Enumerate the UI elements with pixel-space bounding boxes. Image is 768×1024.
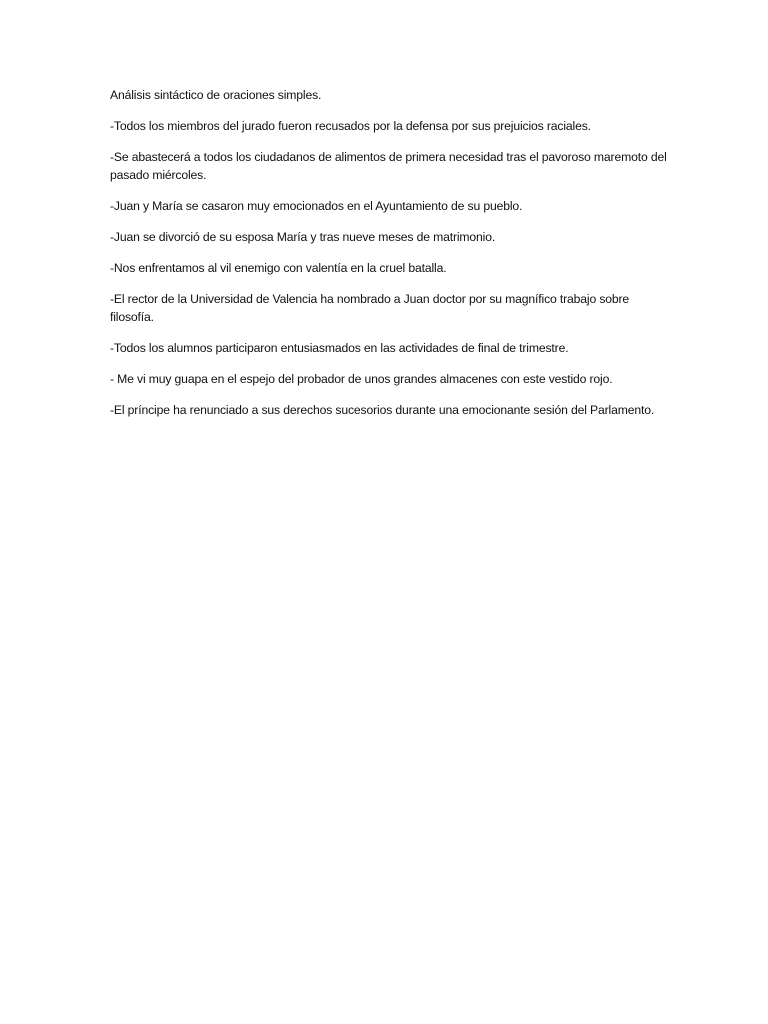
sentence-2: -Se abastecerá a todos los ciudadanos de alimentos de primera necesidad tras el pavoroso maremoto del pasado miércoles.: [110, 150, 667, 182]
sentence-3: -Juan y María se casaron muy emocionados en el Ayuntamiento de su pueblo.: [110, 199, 523, 213]
sentence-1: -Todos los miembros del jurado fueron recusados por la defensa por sus prejuicios raciales.: [110, 119, 591, 133]
sentence-list: [110, 117, 670, 419]
sentence-6: -El rector de la Universidad de Valencia ha nombrado a Juan doctor por su magnífico trabajo sobre filosofía.: [110, 292, 630, 324]
sentence-4: -Juan se divorció de su esposa María y tras nueve meses de matrimonio.: [110, 230, 496, 244]
document-title: Análisis sintáctico de oraciones simples.: [110, 88, 322, 102]
sentence-9: -El príncipe ha renunciado a sus derechos sucesorios durante una emocionante sesión del Parlamento.: [110, 403, 655, 417]
document-body: [110, 86, 670, 432]
sentence-7: -Todos los alumnos participaron entusiasmados en las actividades de final de trimestre.: [110, 341, 569, 355]
sentence-8: - Me vi muy guapa en el espejo del probador de unos grandes almacenes con este vestido rojo.: [110, 372, 613, 386]
sentence-5: -Nos enfrentamos al vil enemigo con valentía en la cruel batalla.: [110, 261, 447, 275]
